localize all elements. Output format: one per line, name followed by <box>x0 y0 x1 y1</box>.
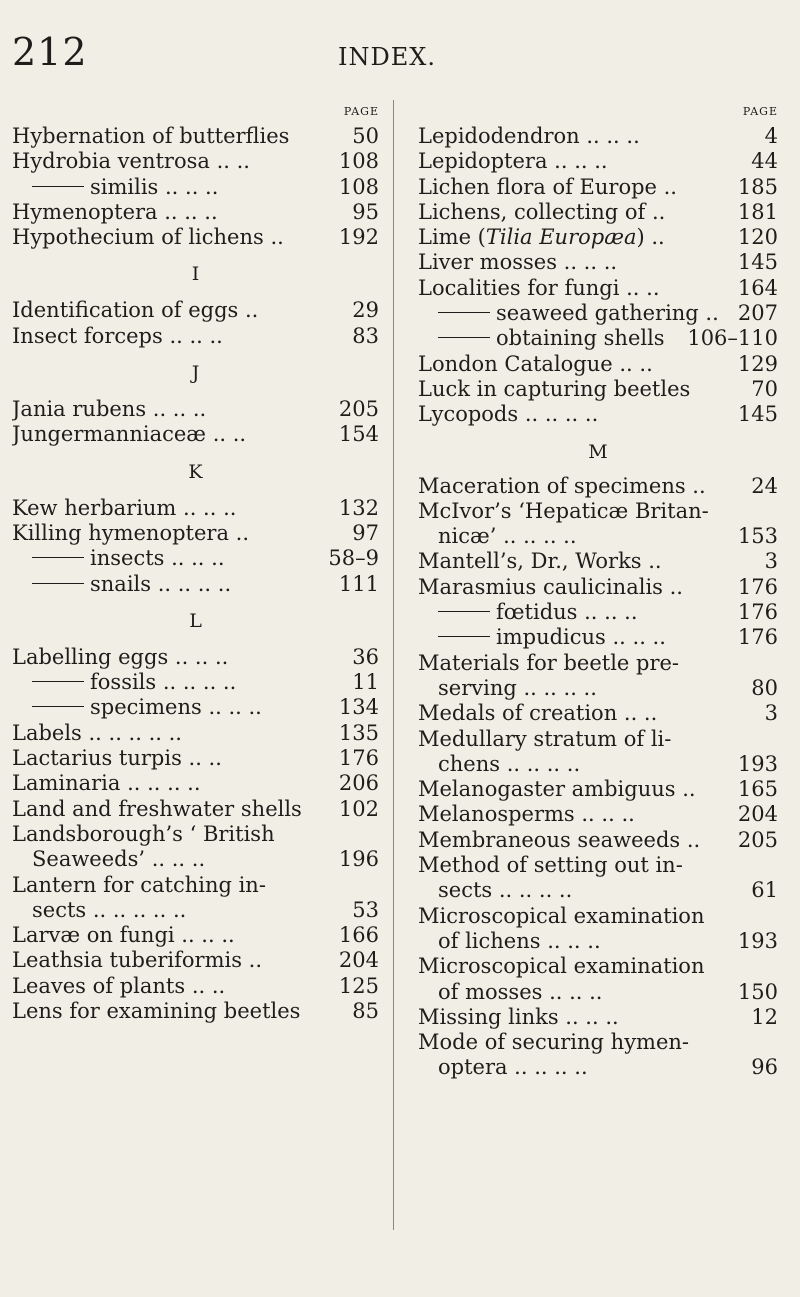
entry-text: serving .. .. .. .. <box>438 675 597 700</box>
section-letter: K <box>188 460 203 483</box>
page-reference: 29 <box>352 298 379 323</box>
entry-text: Medals of creation .. .. <box>418 701 658 726</box>
entry-text: Membraneous seaweeds .. <box>418 827 701 852</box>
index-entry-line: Lantern for catching in- <box>12 872 266 897</box>
index-entry <box>12 948 379 973</box>
page-reference: 205 <box>338 397 379 422</box>
page-reference: 176 <box>338 746 379 771</box>
entry-text: Insect forceps .. .. .. <box>12 323 223 348</box>
page-reference: 125 <box>338 973 379 998</box>
page-reference: 3 <box>764 549 778 574</box>
entry-text: Lens for examining beetles <box>12 999 301 1024</box>
index-subentry <box>418 301 778 326</box>
section-letter: M <box>588 440 608 463</box>
entry-text: Larvæ on fungi .. .. .. <box>12 923 235 948</box>
index-entry <box>418 676 778 701</box>
entry-text: Melanosperms .. .. .. <box>418 802 635 827</box>
page-reference: 83 <box>352 323 379 348</box>
page-reference: 153 <box>737 524 778 549</box>
page-reference: 50 <box>352 124 379 148</box>
index-subentry <box>12 572 379 597</box>
page-reference: 102 <box>338 796 379 821</box>
entry-text: sects .. .. .. .. <box>438 878 573 903</box>
index-entry <box>12 797 379 822</box>
index-entry-line: McIvor’s ‘Hepaticæ Britan- <box>418 498 709 523</box>
page-reference: 164 <box>737 275 778 300</box>
entry-text: Labelling eggs .. .. .. <box>12 644 229 669</box>
index-entry <box>418 1005 778 1030</box>
entry-text: Hydrobia ventrosa .. .. <box>12 149 250 174</box>
ditto-dash <box>438 611 490 612</box>
section-letter: J <box>191 362 200 385</box>
page-reference: 129 <box>737 351 778 376</box>
entry-text: sects .. .. .. .. .. <box>32 897 187 922</box>
index-entry <box>418 474 778 499</box>
index-entry <box>418 575 778 600</box>
page-reference: 96 <box>751 1055 778 1080</box>
entry-text: nicæ’ .. .. .. .. <box>438 524 577 549</box>
entry-text: specimens .. .. .. <box>90 695 262 720</box>
index-subentry <box>12 546 379 571</box>
page-reference: 135 <box>338 720 379 745</box>
index-entry <box>418 549 778 574</box>
index-entry <box>418 878 778 903</box>
entry-text: Kew herbarium .. .. .. <box>12 495 237 520</box>
page-reference: 206 <box>338 771 379 796</box>
index-entry-line: Materials for beetle pre- <box>418 650 680 675</box>
section-letter: I <box>191 263 200 286</box>
entry-text: Labels .. .. .. .. .. <box>12 720 182 745</box>
entry-text: Maceration of specimens .. <box>418 473 706 498</box>
page-reference: 53 <box>352 897 379 922</box>
page-reference: 3 <box>764 701 778 726</box>
entry-text: Seaweeds’ .. .. .. <box>32 847 206 872</box>
entry-text: Lepidoptera .. .. .. <box>418 149 608 174</box>
section-letter: L <box>189 609 202 632</box>
index-column-right <box>418 106 778 1081</box>
page-reference: 95 <box>352 199 379 224</box>
page-reference: 176 <box>737 600 778 625</box>
index-subentry <box>12 670 379 695</box>
entry-text: Liver mosses .. .. .. <box>418 250 618 275</box>
index-entry <box>418 980 778 1005</box>
index-entry <box>418 377 778 402</box>
index-subentry <box>12 175 379 200</box>
page-reference: 154 <box>338 422 379 447</box>
index-entry <box>12 397 379 422</box>
index-entry <box>418 276 778 301</box>
index-subentry <box>418 600 778 625</box>
index-entry <box>418 402 778 427</box>
page-reference: 58–9 <box>328 546 379 571</box>
entry-text: Lycopods .. .. .. .. <box>418 402 599 427</box>
index-entry <box>12 324 379 349</box>
index-column-left <box>12 106 379 1024</box>
page-reference: 108 <box>338 149 379 174</box>
index-entry <box>12 521 379 546</box>
index-entry <box>12 225 379 250</box>
entry-text: Mantell’s, Dr., Works .. <box>418 549 662 574</box>
page-reference: 120 <box>737 225 778 250</box>
entry-text: Laminaria .. .. .. .. <box>12 771 201 796</box>
index-entry-line: Mode of securing hymen- <box>418 1030 690 1055</box>
index-entry <box>418 752 778 777</box>
entry-text: Marasmius caulicinalis .. <box>418 574 683 599</box>
entry-text: Melanogaster ambiguus .. <box>418 777 696 802</box>
index-entry <box>12 898 379 923</box>
page-reference: 166 <box>338 923 379 948</box>
page-reference: 145 <box>737 402 778 427</box>
index-entry <box>418 524 778 549</box>
entry-text: Killing hymenoptera .. <box>12 520 249 545</box>
index-subentry <box>418 625 778 650</box>
ditto-dash <box>438 312 490 313</box>
index-entry <box>418 149 778 174</box>
page-reference: 80 <box>751 675 778 700</box>
page-reference: 204 <box>737 802 778 827</box>
entry-text: of lichens .. .. .. <box>438 928 601 953</box>
ditto-dash <box>438 337 490 338</box>
entry-text: snails .. .. .. .. <box>90 571 232 596</box>
page-number: 212 <box>12 30 88 74</box>
page-reference: 97 <box>352 520 379 545</box>
index-entry <box>418 701 778 726</box>
page-reference: 181 <box>737 199 778 224</box>
page-reference: 204 <box>338 948 379 973</box>
entry-text: Localities for fungi .. .. <box>418 275 660 300</box>
index-entry <box>418 175 778 200</box>
index-entry <box>12 847 379 872</box>
running-head: INDEX. <box>338 43 436 71</box>
entry-text: Identification of eggs .. <box>12 298 259 323</box>
ditto-dash <box>32 706 84 707</box>
page-reference: 11 <box>352 670 379 695</box>
entry-text: London Catalogue .. .. <box>418 351 653 376</box>
index-entry-line: Medullary stratum of li- <box>418 726 672 751</box>
index-entry <box>12 422 379 447</box>
page-reference: 134 <box>338 695 379 720</box>
page-reference: 106–110 <box>687 326 778 351</box>
index-entry-line: Landsborough’s ‘ British <box>12 821 275 846</box>
page-reference: 165 <box>737 777 778 802</box>
page-reference: 150 <box>737 979 778 1004</box>
entry-text: Jania rubens .. .. .. <box>12 397 207 422</box>
entry-text: Jungermanniaceæ .. .. <box>12 422 247 447</box>
index-entry <box>12 999 379 1024</box>
entry-text: Lime (Tilia Europæa) .. <box>418 225 665 250</box>
index-entry-line: Microscopical examination <box>418 903 705 928</box>
index-entry <box>418 828 778 853</box>
page-reference: 176 <box>737 625 778 650</box>
index-subentry <box>12 695 379 720</box>
index-entry <box>12 149 379 174</box>
index-entry <box>418 225 778 250</box>
page-reference: 205 <box>737 827 778 852</box>
column-head: PAGE <box>742 105 778 118</box>
entry-text: Land and freshwater shells <box>12 796 302 821</box>
page-reference: 108 <box>338 174 379 199</box>
entry-text: impudicus .. .. .. <box>496 625 666 650</box>
page-reference: 85 <box>352 999 379 1024</box>
entry-text: of mosses .. .. .. <box>438 979 603 1004</box>
entry-text: Hymenoptera .. .. .. <box>12 199 218 224</box>
entry-text: Lichens, collecting of .. <box>418 199 666 224</box>
page-reference: 4 <box>764 124 778 148</box>
entry-text: fœtidus .. .. .. <box>496 600 638 625</box>
entry-text: Lichen flora of Europe .. <box>418 174 677 199</box>
page-reference: 192 <box>338 225 379 250</box>
entry-text: Leaves of plants .. .. <box>12 973 226 998</box>
index-entry <box>12 645 379 670</box>
column-head: PAGE <box>343 105 379 118</box>
entry-text: insects .. .. .. <box>90 546 225 571</box>
index-entry <box>418 250 778 275</box>
index-entry <box>418 777 778 802</box>
entry-text: Lactarius turpis .. .. <box>12 746 222 771</box>
page-reference: 145 <box>737 250 778 275</box>
ditto-dash <box>32 557 84 558</box>
page-reference: 132 <box>338 495 379 520</box>
index-entry <box>12 200 379 225</box>
index-entry <box>12 923 379 948</box>
page-reference: 193 <box>737 751 778 776</box>
page-reference: 61 <box>751 878 778 903</box>
column-divider <box>393 100 394 1230</box>
ditto-dash <box>32 583 84 584</box>
page-reference: 36 <box>352 644 379 669</box>
entry-text: Hybernation of butterflies <box>12 124 290 148</box>
entry-text: seaweed gathering .. <box>496 301 719 326</box>
page-reference: 207 <box>737 301 778 326</box>
entry-text: chens .. .. .. .. <box>438 751 581 776</box>
page-reference: 24 <box>751 473 778 498</box>
index-entry <box>12 721 379 746</box>
entry-text: obtaining shells <box>496 326 665 351</box>
page-reference: 70 <box>751 376 778 401</box>
page-reference: 44 <box>751 149 778 174</box>
index-entry <box>418 200 778 225</box>
index-entry <box>418 929 778 954</box>
entry-text: optera .. .. .. .. <box>438 1055 588 1080</box>
index-entry <box>418 124 778 149</box>
index-entry <box>12 298 379 323</box>
index-entry-line: Microscopical examination <box>418 954 705 979</box>
page-reference: 185 <box>737 174 778 199</box>
ditto-dash <box>438 636 490 637</box>
ditto-dash <box>32 681 84 682</box>
entry-text: Lepidodendron .. .. .. <box>418 124 640 148</box>
entry-text: fossils .. .. .. .. <box>90 670 237 695</box>
entry-text: Hypothecium of lichens .. <box>12 225 284 250</box>
page-reference: 196 <box>338 847 379 872</box>
index-subentry <box>418 326 778 351</box>
page-reference: 111 <box>338 571 379 596</box>
entry-text: Luck in capturing beetles <box>418 376 691 401</box>
index-entry <box>418 352 778 377</box>
index-entry <box>12 124 379 149</box>
index-entry <box>12 496 379 521</box>
entry-text: similis .. .. .. <box>90 174 219 199</box>
page-reference: 193 <box>737 928 778 953</box>
page-reference: 12 <box>751 1004 778 1029</box>
index-entry <box>12 771 379 796</box>
index-entry-line: Method of setting out in- <box>418 853 683 878</box>
index-entry <box>418 802 778 827</box>
page-reference: 176 <box>737 574 778 599</box>
index-entry <box>12 746 379 771</box>
entry-text: Missing links .. .. .. <box>418 1004 619 1029</box>
index-entry <box>418 1055 778 1080</box>
index-entry <box>12 974 379 999</box>
entry-text: Leathsia tuberiformis .. <box>12 948 263 973</box>
ditto-dash <box>32 186 84 187</box>
